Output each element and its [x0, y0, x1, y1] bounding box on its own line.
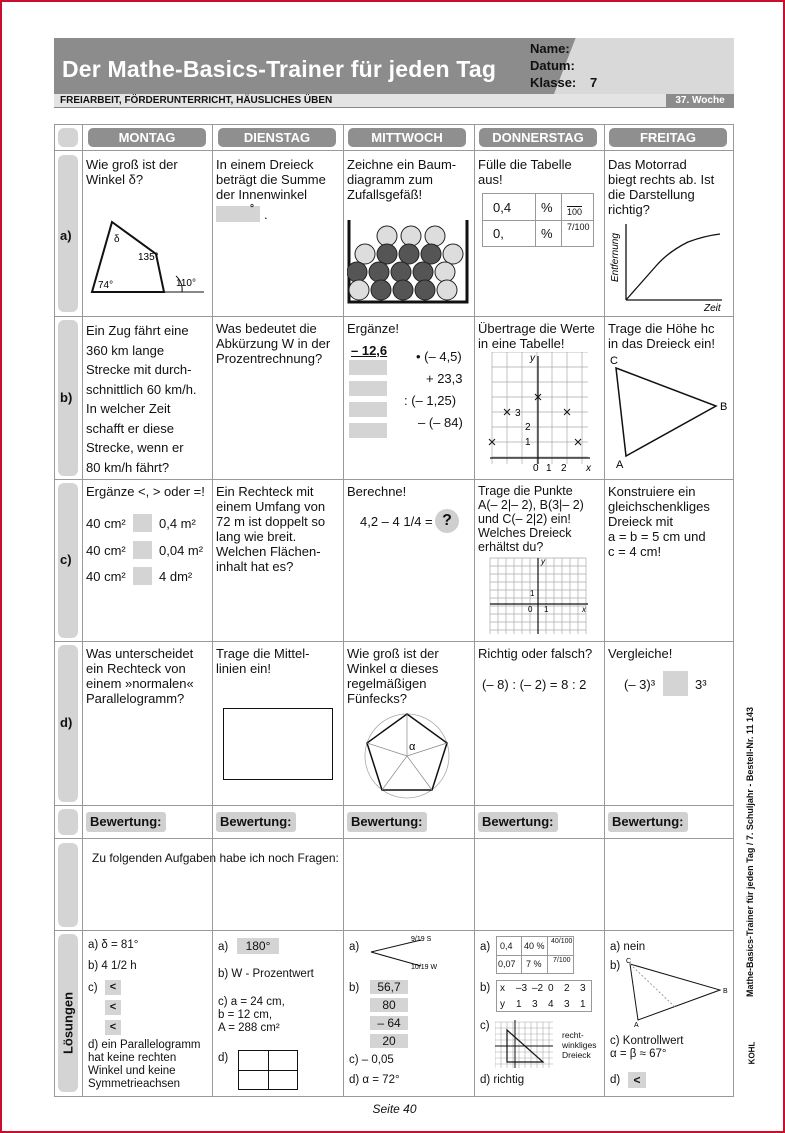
- svg-text:1: 1: [530, 589, 535, 598]
- urn-figure: [347, 216, 469, 306]
- xy-table-cell: 4: [548, 999, 554, 1010]
- light-ball: [425, 226, 445, 246]
- svg-text:9/19 S: 9/19 S: [411, 936, 432, 943]
- ergaenze-start: – 12,6: [351, 343, 388, 358]
- day-header-tuesday: DIENSTAG: [218, 128, 336, 147]
- angle-quadrilateral-figure: [86, 214, 210, 298]
- name-field[interactable]: [530, 41, 570, 56]
- task-c-friday: Konstruiere ein gleichschenkliges Dreieck mit a = b = 5 cm und c = 4 cm!: [608, 484, 710, 559]
- task-b-monday: Ein Zug fährt eine 360 km lange Strecke mit durch- schnittlich 60 km/h. In welcher Zeit schafft er diese Strecke, wenn er 80 km/h fährt?: [86, 323, 197, 475]
- row-label-c: c): [60, 552, 72, 567]
- day-header-monday: MONTAG: [88, 128, 206, 147]
- pentagon-figure: [360, 708, 454, 800]
- svg-text:10/19 W: 10/19 W: [411, 964, 438, 971]
- xy-table-cell: x: [500, 983, 505, 994]
- day-header-thursday: DONNERSTAG: [479, 128, 597, 147]
- task-d-tuesday: Trage die Mittel- linien ein!: [216, 646, 310, 676]
- light-ball: [443, 244, 463, 264]
- rating-thursday[interactable]: Bewertung:: [478, 812, 558, 832]
- vertical-imprint: Mathe-Basics-Trainer für jeden Tag / 7. Schuljahr - Bestell-Nr. 11 143: [745, 707, 755, 997]
- rating-wednesday[interactable]: Bewertung:: [347, 812, 427, 832]
- dark-ball: [391, 262, 411, 282]
- svg-text:0: 0: [533, 463, 539, 474]
- task-b-tuesday: Was bedeutet die Abkürzung W in der Prozentrechnung?: [216, 321, 331, 366]
- task-d-thursday: Richtig oder falsch?: [478, 646, 593, 661]
- coordinate-grid-c: [488, 556, 592, 636]
- dark-ball: [399, 244, 419, 264]
- svg-text:B: B: [723, 988, 728, 995]
- row-label-d: d): [60, 715, 73, 730]
- title-banner: [54, 38, 734, 94]
- task-c-tuesday: Ein Rechteck mit einem Umfang von 72 m ist doppelt so lang wie breit. Welchen Flächen- inhalt hat es?: [216, 484, 326, 574]
- svg-text:A: A: [616, 459, 624, 471]
- distance-time-graph: [608, 220, 726, 312]
- task-a-friday: Das Motorrad biegt rechts ab. Ist die Darstellung richtig?: [608, 157, 715, 217]
- task-c-thursday: Trage die Punkte A(– 2|– 2), B(3|– 2) und C(– 2|2) ein! Welches Dreieck erhältst du?: [478, 484, 584, 554]
- light-ball: [377, 226, 397, 246]
- dark-ball: [421, 244, 441, 264]
- task-b-friday: Trage die Höhe hc in das Dreieck ein!: [608, 321, 715, 351]
- class-field[interactable]: [530, 75, 598, 90]
- task-b-thursday: Übertrage die Werte in eine Tabelle!: [478, 321, 595, 351]
- page-title: Der Mathe-Basics-Trainer für jeden Tag: [62, 56, 497, 82]
- angle-delta-label: δ: [114, 234, 120, 245]
- task-a-thursday: Fülle die Tabelle aus!: [478, 157, 572, 187]
- solutions-label-wrap: [57, 991, 79, 1055]
- berechne-expression: 4,2 – 4 1/4 =: [360, 514, 433, 529]
- coordinate-grid-b: [486, 352, 596, 474]
- rating-monday[interactable]: Bewertung:: [86, 812, 166, 832]
- questions-prompt: Zu folgenden Aufgaben habe ich noch Fragen:: [92, 851, 339, 865]
- dark-ball: [393, 280, 413, 300]
- solution-xy-table: [496, 980, 592, 1012]
- task-c-monday: Ergänze <, > oder =!: [86, 484, 205, 499]
- task-b-wednesday: Ergänze!: [347, 321, 400, 336]
- question-circle: ?: [435, 509, 459, 533]
- svg-text:C: C: [610, 355, 618, 367]
- task-d-monday: Was unterscheidet ein Rechteck von einem »normalen« Parallelogramm?: [86, 646, 194, 706]
- svg-text:2: 2: [525, 422, 531, 433]
- pentagon-alpha-label: α: [409, 741, 416, 753]
- svg-text:1: 1: [525, 437, 531, 448]
- xy-table-cell: 1: [580, 999, 586, 1010]
- svg-text:0: 0: [528, 605, 533, 614]
- light-ball: [435, 262, 455, 282]
- svg-text:3: 3: [515, 408, 521, 419]
- dark-ball: [413, 262, 433, 282]
- svg-text:y: y: [530, 353, 535, 364]
- xy-table-cell: 2: [564, 983, 570, 994]
- angle-135-label: 135°: [138, 252, 159, 263]
- svg-text:1: 1: [544, 605, 549, 614]
- xy-table-cell: 1: [516, 999, 522, 1010]
- svg-text:x: x: [586, 463, 591, 474]
- student-info-box: [554, 38, 734, 94]
- light-ball: [401, 226, 421, 246]
- class-label: Klasse:: [530, 75, 577, 90]
- name-label: Name:: [530, 41, 570, 56]
- svg-text:y: y: [541, 557, 545, 566]
- class-value: 7: [590, 75, 598, 90]
- svg-text:x: x: [582, 605, 586, 614]
- task-c-wednesday: Berechne!: [347, 484, 407, 499]
- compare-box[interactable]: [663, 671, 688, 696]
- solution-tree-diagram: [369, 934, 439, 974]
- task-d-wednesday: Wie groß ist der Winkel α dieses regelmäßigen Fünfecks?: [347, 646, 439, 706]
- row-label-a: a): [60, 228, 72, 243]
- day-header-wednesday: MITTWOCH: [348, 128, 466, 147]
- xy-table-cell: 3: [564, 999, 570, 1010]
- percent-table: 0,4 % 100 0, % 7/100: [482, 193, 594, 247]
- light-ball: [349, 280, 369, 300]
- svg-text:1: 1: [546, 463, 552, 474]
- dark-ball: [377, 244, 397, 264]
- date-field[interactable]: [530, 58, 575, 73]
- solution-triangle-note: recht- winkliges Dreieck: [562, 1030, 597, 1060]
- y-axis-label: Entfernung: [610, 233, 621, 282]
- angle-110-label: 110°: [176, 278, 196, 289]
- worksheet-page: Der Mathe-Basics-Trainer für jeden Tag Name: Datum: Klasse: 7 FREIARBEIT, FÖRDERUNTERRICHT, HÄUSLICHES ÜBEN 37. Woche MONTAG DIENSTAG MITTWOCH DONNERSTAG FREITAG a) b) c) d) Lösungen Wie groß ist der Winkel δ? δ 135° 74° 110° In einem Dreieck beträgt die Summe der Innenwinkel ° . Zeichne ein Baum- diagramm zum Zufallsgefäß! Fülle die Tabelle aus! 0,4 % 100 0, % 7/100 Das Motorrad biegt rechts ab. Ist die Darstellung richtig? Entfernung Zeit Ein Zug fährt eine 360 km lange Strecke mit durch- schnittlich 60 km/h. In welcher Zeit schafft er diese Strecke, wenn er 80 km/h fährt? Was bedeutet die Abkürzung W in der Prozentrechnung? Ergänze! – 12,6 • (– 4,5) + 23,3 : (– 1,25) – (– 84) Übertrage die Werte in eine Tabelle! 3 2 1 0 1 2 x y Trage die Höhe hc in das Dreieck ein! C B A Ergänze <, > oder =! 40 cm² 0,4 m² 40 cm² 0,04 m² 40 cm² 4 dm² Ein Rechteck mit einem Umfang von 72 m ist doppelt so lang wie breit. Welchen Flächen- inhalt hat es? Berechne! 4,2 – 4 1/4 = ? Trage die Punkte A(– 2|– 2), B(3|– 2) und C(– 2|2) ein! Welches Dreieck erhältst du? 0 1 1 x y Konstruiere ein gleichschenkliges Dreieck mit a = b = 5 cm und c = 4 cm! Was unterscheidet ein Rechteck von einem »normalen« Parallelogramm? Trage die Mittel- linien ein! Wie groß ist der Winkel α dieses regelmäßigen Fünfecks? α Richtig oder falsch? (– 8) : (– 2) = 8 : 2 Vergleiche! (– 3)³ 3³ Bewertung: Bewertung: Bewertung: Bewertung: Bewertung: Zu folgenden Aufgaben habe ich noch Fragen: a) δ = 81° b) 4 1/2 h c) < < < d) ein Parallelogramm hat keine rechten Winkel und keine Symmetrieachsen a) 180° b) W - Prozentwert c) a = 24 cm, b = 12 cm, A = 288 cm² d) a) 9/19 S 10/19 W b) 56,7 80 – 64 20 c) – 0,05 d) α = 72° a) 0,4 40 % 40/100 0,07 7 % 7/100 b) x –3 –2 0 2 3 y 1 3 4 3 1 c) recht- winkliges Dreieck d) richtig a) nein b) C B A c) Kontrollwert α = β ≈ 67° d) < Mathe-Basics-Trainer für jeden Tag / 7. Schuljahr - Bestell-Nr. 11 143 KOHL Seite 40: [0, 0, 785, 1133]
- subtitle: FREIARBEIT, FÖRDERUNTERRICHT, HÄUSLICHES ÜBEN: [60, 95, 333, 106]
- task-d-friday: Vergleiche!: [608, 646, 673, 661]
- x-axis-label: Zeit: [704, 303, 721, 312]
- xy-table-cell: 3: [580, 983, 586, 994]
- week-badge: 37. Woche: [666, 94, 734, 108]
- dark-ball: [369, 262, 389, 282]
- publisher-logo: KOHL: [747, 1041, 757, 1065]
- svg-text:B: B: [720, 401, 728, 413]
- date-label: Datum:: [530, 58, 575, 73]
- angle-74-label: 74°: [98, 280, 114, 291]
- solution-rectangle: [238, 1050, 298, 1090]
- task-a-monday: Wie groß ist der Winkel δ?: [86, 157, 178, 187]
- triangle-abc-figure: [608, 352, 732, 472]
- light-ball: [437, 280, 457, 300]
- questions-area[interactable]: [86, 872, 730, 926]
- solutions-label: Lösungen: [60, 991, 76, 1055]
- svg-text:2: 2: [561, 463, 567, 474]
- day-header-friday: FREITAG: [609, 128, 727, 147]
- svg-text:C: C: [626, 958, 632, 965]
- svg-text:A: A: [634, 1022, 639, 1028]
- xy-table-cell: 0: [548, 983, 554, 994]
- subtitle-bar: [54, 94, 734, 108]
- rectangle-figure: [223, 708, 333, 780]
- xy-table-cell: –3: [516, 983, 528, 994]
- solution-triangle-hc: [622, 956, 732, 1028]
- rating-friday[interactable]: Bewertung:: [608, 812, 688, 832]
- dark-ball: [415, 280, 435, 300]
- light-ball: [355, 244, 375, 264]
- dark-ball: [371, 280, 391, 300]
- task-a-tuesday: In einem Dreieck beträgt die Summe der Innenwinkel: [216, 157, 326, 202]
- solution-coordinate-grid: [495, 1020, 555, 1070]
- division-expression: (– 8) : (– 2) = 8 : 2: [482, 677, 587, 692]
- xy-table-cell: –2: [532, 983, 544, 994]
- solution-percent-table: 0,4 40 % 40/100 0,07 7 % 7/100: [496, 936, 574, 974]
- xy-table-cell: y: [500, 999, 505, 1010]
- rating-tuesday[interactable]: Bewertung:: [216, 812, 296, 832]
- xy-table-cell: 3: [532, 999, 538, 1010]
- page-number: Seite 40: [372, 1102, 417, 1116]
- dark-ball: [347, 262, 367, 282]
- task-a-wednesday: Zeichne ein Baum- diagramm zum Zufallsgefäß!: [347, 157, 457, 202]
- row-label-b: b): [60, 390, 73, 405]
